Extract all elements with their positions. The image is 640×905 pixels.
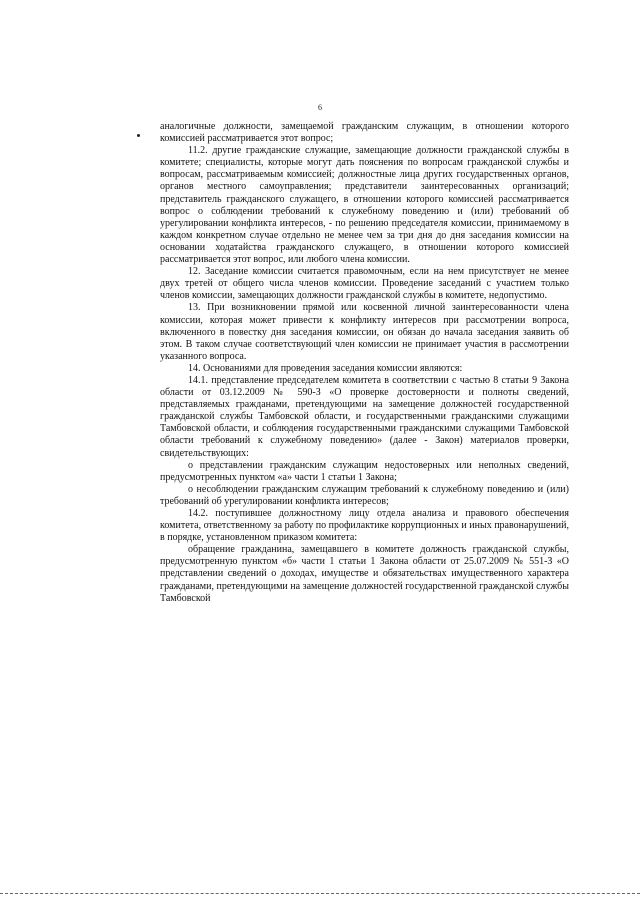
paragraph: 11.2. другие гражданские служащие, замещающие должности гражданской службы в комитете; специалисты, которые могут дать пояснения по вопросам гражданской службы и вопросам, рассматриваемым комиссией; должностные лица других государственных органов, органов местного самоуправления; представители заинтересованных организаций; представитель гражданского служащего, в отношении которого комиссией рассматривается вопрос о соблюдении требований к служебному поведению и (или) требований об урегулировании конфликта интересов, - по решению председателя комиссии, принимаемому в каждом конкретном случае отдельно не менее чем за три дня до дня заседания комиссии на основании ходатайства гражданского служащего, в отношении которого комиссией рассматривается этот вопрос, или любого члена комиссии. <box>160 145 569 266</box>
paragraph: о представлении гражданским служащим недостоверных или неполных сведений, предусмотренных пунктом «а» части 1 статьи 1 Закона; <box>160 459 569 483</box>
paragraph: 14. Основаниями для проведения заседания комиссии являются: <box>188 362 463 374</box>
paragraph: 14.2. поступившее должностному лицу отдела анализа и правового обеспечения комитета, ответственному за работу по профилактике коррупционных и иных правонарушений, в порядке, установленном приказом комитета: <box>160 508 569 544</box>
margin-mark <box>137 134 140 137</box>
paragraph: 12. Заседание комиссии считается правомочным, если на нем присутствует не менее двух третей от общего числа членов комиссии. Проведение заседаний с участием только членов комиссии, замещающих должности гражданской службы в комитете, недопустимо. <box>160 266 569 302</box>
paragraph: аналогичные должности, замещаемой гражданским служащим, в отношении которого комиссией рассматривается этот вопрос; <box>160 121 569 145</box>
paragraph: 14.1. представление председателем комитета в соответствии с частью 8 статьи 9 Закона области от 03.12.2009 № 590-З «О проверке достоверности и полноты сведений, представляемых гражданами, претендующими на замещение должностей государственной гражданской службы Тамбовской области, и государственными гражданскими служащими Тамбовской области, и соблюдения государственными гражданскими служащими Тамбовской области требований к служебному поведению» (далее - Закон) материалов проверки, свидетельствующих: <box>160 374 569 459</box>
paragraph: обращение гражданина, замещавшего в комитете должность гражданской службы, предусмотренную пунктом «б» части 1 статьи 1 Закона области от 25.07.2009 № 551-З «О представлении сведений о доходах, имуществе и обязательствах имущественного характера гражданами, претендующими на замещение должностей государственной гражданской службы Тамбовской <box>160 544 569 604</box>
document-body <box>160 121 569 605</box>
scan-edge-line <box>0 893 640 894</box>
paragraph: 13. При возникновении прямой или косвенной личной заинтересованности члена комиссии, которая может привести к конфликту интересов при рассмотрении вопроса, включенного в повестку дня заседания комиссии, он обязан до начала заседания заявить об этом. В таком случае соответствующий член комиссии не принимает участия в рассмотрении указанного вопроса. <box>160 302 569 362</box>
paragraph: о несоблюдении гражданским служащим требований к служебному поведению и (или) требований об урегулировании конфликта интересов; <box>160 483 569 507</box>
page-number: 6 <box>318 103 322 112</box>
